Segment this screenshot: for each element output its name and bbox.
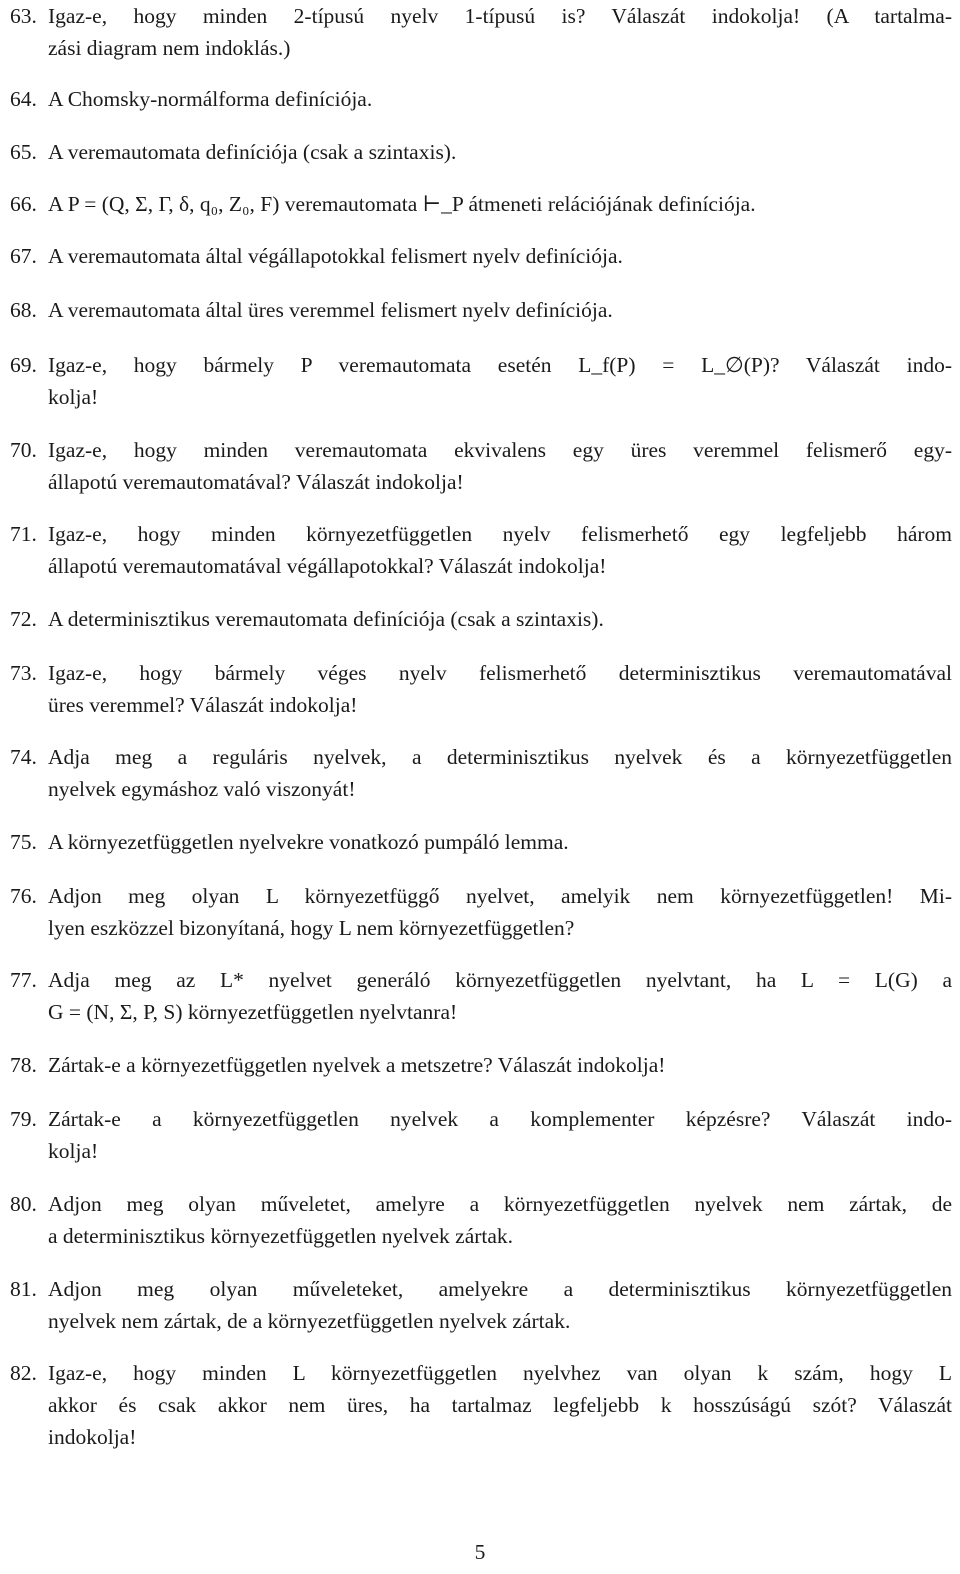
text-line: A veremautomata definíciója (csak a szintaxis). [48,140,457,164]
question-text [48,657,952,721]
text-line: akkor és csak akkor nem üres, ha tartalmaz legfeljebb k hosszúságú szót? Válaszát [48,1393,952,1417]
text-line: Zártak-e a környezetfüggetlen nyelvek a metszetre? Válaszát indokolja! [48,1053,666,1077]
question-number: 79. [10,1107,37,1131]
question-number: 72. [10,607,37,631]
text-line: A veremautomata által üres veremmel felismert nyelv definíciója. [48,298,613,322]
question-number: 77. [10,968,37,992]
question-text [48,136,952,168]
question-number: 80. [10,1192,37,1216]
text-line: A determinisztikus veremautomata definíciója (csak a szintaxis). [48,607,604,631]
text-line: Adjon meg olyan műveletet, amelyre a környezetfüggetlen nyelvek nem zártak, de [48,1192,952,1216]
question-number: 82. [10,1361,37,1385]
text-line: Zártak-e a környezetfüggetlen nyelvek a komplementer képzésre? Válaszát indo- [48,1107,952,1131]
page-number: 5 [474,1540,486,1564]
text-line: Igaz-e, hogy bármely véges nyelv felismerhető determinisztikus veremautomatával [48,661,952,685]
question-number: 78. [10,1053,37,1077]
question-number: 76. [10,884,37,908]
question-text [48,880,952,944]
text-line: üres veremmel? Válaszát indokolja! [48,693,358,717]
text-line: indokolja! [48,1425,137,1449]
text-line: állapotú veremautomatával végállapotokkal? Válaszát indokolja! [48,554,607,578]
text-line: zási diagram nem indoklás.) [48,36,291,60]
question-text [48,0,952,64]
text-line: Igaz-e, hogy minden 2-típusú nyelv 1-típusú is? Válaszát indokolja! (A tartalma- [48,4,952,28]
question-number: 71. [10,522,37,546]
text-line: A Chomsky-normálforma definíciója. [48,87,373,111]
question-number: 64. [10,87,37,111]
text-line: kolja! [48,385,99,409]
text-line: lyen eszközzel bizonyítaná, hogy L nem környezetfüggetlen? [48,916,575,940]
text-line: állapotú veremautomatával? Válaszát indokolja! [48,470,464,494]
question-number: 63. [10,4,37,28]
question-text [48,83,952,115]
question-text [48,826,952,858]
question-text [48,1273,952,1337]
text-line: kolja! [48,1139,99,1163]
question-text [48,1103,952,1167]
question-text [48,188,952,220]
question-text [48,1357,952,1453]
question-text [48,349,952,413]
question-text [48,603,952,635]
question-text [48,294,952,326]
text-line: Adjon meg olyan műveleteket, amelyekre a determinisztikus környezetfüggetlen [48,1277,952,1301]
question-number: 65. [10,140,37,164]
text-line: Adja meg a reguláris nyelvek, a determinisztikus nyelvek és a környezetfüggetlen [48,745,952,769]
question-number: 68. [10,298,37,322]
question-text [48,964,952,1028]
text-line: nyelvek egymáshoz való viszonyát! [48,777,356,801]
question-text [48,1188,952,1252]
text-line: Igaz-e, hogy minden veremautomata ekvivalens egy üres veremmel felismerő egy- [48,438,952,462]
question-number: 75. [10,830,37,854]
question-number: 67. [10,244,37,268]
question-text [48,741,952,805]
text-line: Adja meg az L* nyelvet generáló környezetfüggetlen nyelvtant, ha L = L(G) a [48,968,952,992]
text-line: A környezetfüggetlen nyelvekre vonatkozó pumpáló lemma. [48,830,569,854]
question-text [48,434,952,498]
text-line: A P = (Q, Σ, Γ, δ, q₀, Z₀, F) veremautomata ⊢_P átmeneti relációjának definíciója. [48,192,756,216]
question-number: 73. [10,661,37,685]
question-number: 69. [10,353,37,377]
text-line: A veremautomata által végállapotokkal felismert nyelv definíciója. [48,244,623,268]
question-text [48,1049,952,1081]
text-line: nyelvek nem zártak, de a környezetfüggetlen nyelvek zártak. [48,1309,571,1333]
question-number: 74. [10,745,37,769]
question-number: 66. [10,192,37,216]
text-line: Igaz-e, hogy minden környezetfüggetlen nyelv felismerhető egy legfeljebb három [48,522,952,546]
question-number: 81. [10,1277,37,1301]
text-line: Igaz-e, hogy minden L környezetfüggetlen nyelvhez van olyan k szám, hogy L [48,1361,952,1385]
text-line: Igaz-e, hogy bármely P veremautomata esetén L_f(P) = L_∅(P)? Válaszát indo- [48,353,952,377]
question-number: 70. [10,438,37,462]
text-line: a determinisztikus környezetfüggetlen nyelvek zártak. [48,1224,514,1248]
text-line: Adjon meg olyan L környezetfüggő nyelvet, amelyik nem környezetfüggetlen! Mi- [48,884,952,908]
text-line: G = (N, Σ, P, S) környezetfüggetlen nyelvtanra! [48,1000,458,1024]
question-text [48,518,952,582]
question-text [48,240,952,272]
